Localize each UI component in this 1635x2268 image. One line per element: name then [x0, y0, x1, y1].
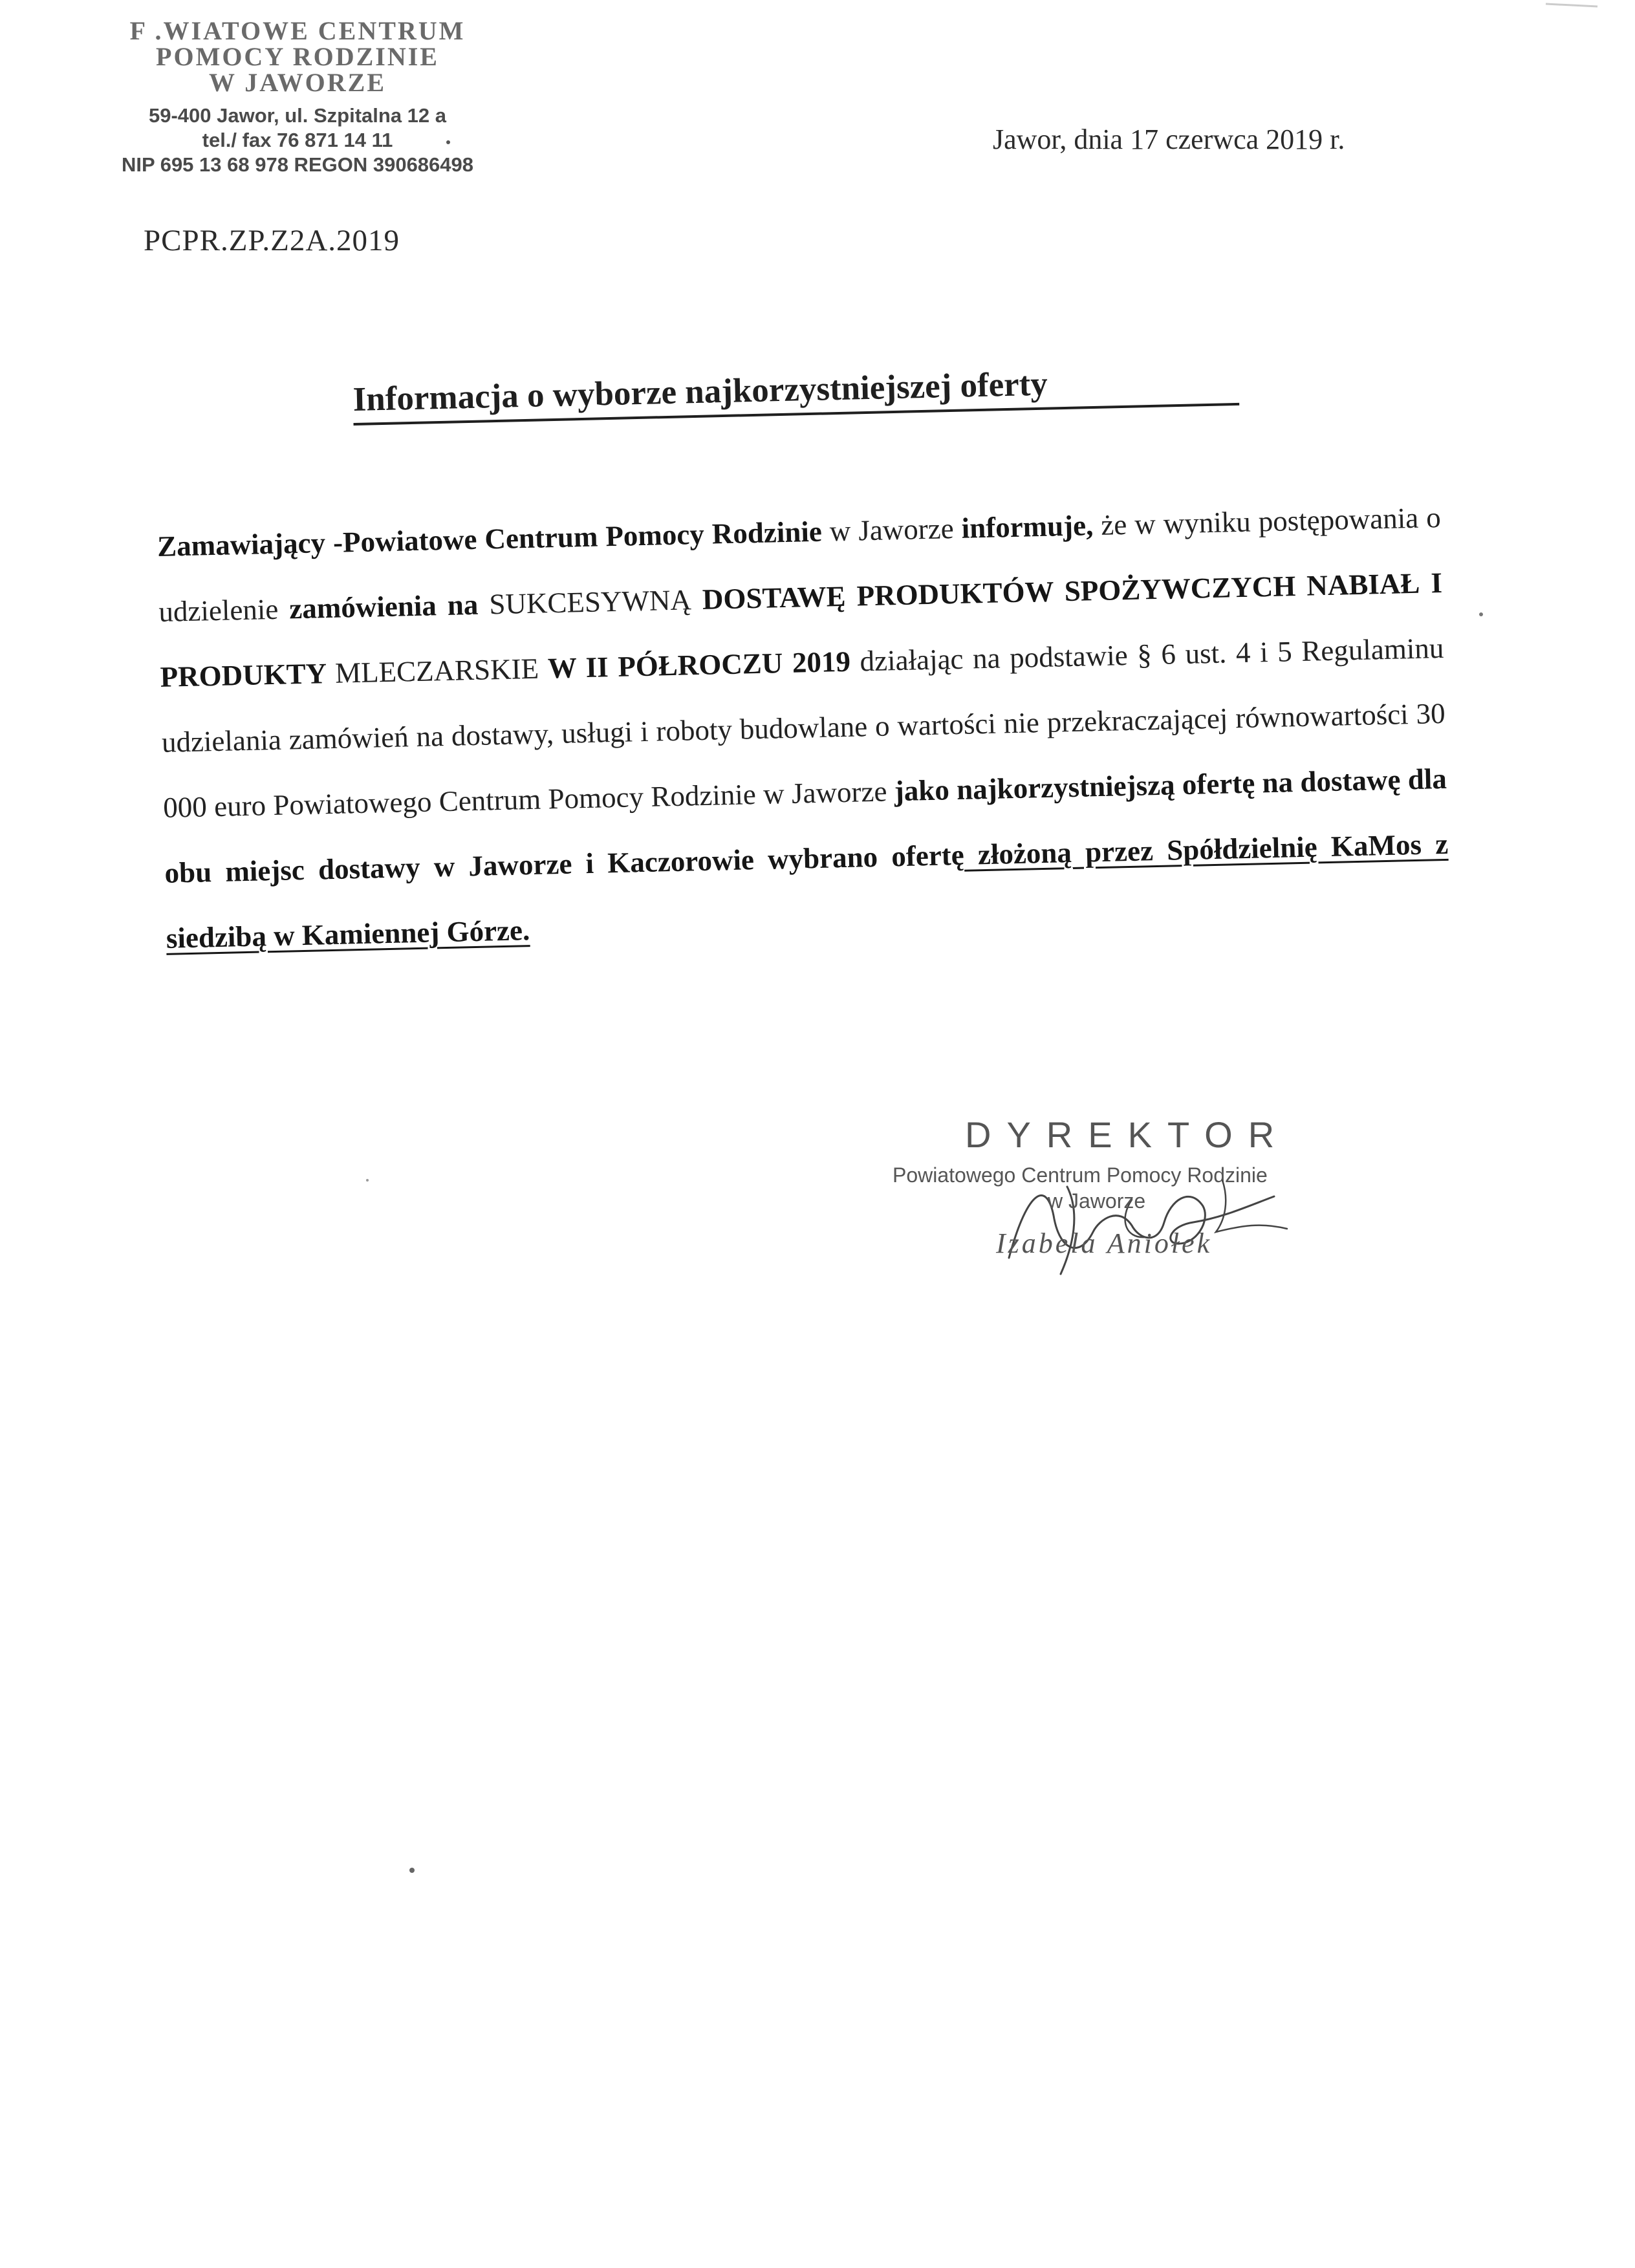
- letterhead-ids: NIP 695 13 68 978 REGON 390686498: [121, 153, 474, 176]
- body-segment-5: zamówienia na: [288, 588, 479, 625]
- document-date: Jawor, dnia 17 czerwca 2019 r.: [993, 124, 1345, 155]
- body-segment-10: działając na podstawie § 6 ust. 4 i 5 Regulaminu udzielania zamówień na dostawy, usługi i roboty budowlane o wartości nie przekraczającej równowartości 30 000 euro Powiatowego Centrum Pomocy Rodzinie w Jaworze: [161, 631, 1446, 824]
- body-segment-7: DOSTAWĘ PRODUKTÓW SPOŻYWCZYCH NABIAŁ I PRODUKTY: [160, 566, 1443, 693]
- signature-name: Izabela Aniołek: [996, 1227, 1213, 1259]
- document-title: Informacja o wyborze najkorzystniejszej oferty: [352, 360, 1239, 426]
- letterhead-org-line-2: POMOCY RODZINIE: [156, 42, 439, 71]
- body-segment-2: w Jaworze: [821, 512, 962, 548]
- body-segment-6: SUKCESYWNĄ: [477, 583, 703, 621]
- body-segment-12: złożoną przez Spółdzielnię KaMos z siedzibą w Kamiennej Górze.: [166, 827, 1449, 955]
- body-segment-8: MLECZARSKIE: [334, 652, 539, 689]
- letterhead-org-line-3: W JAWORZE: [208, 68, 387, 97]
- body-segment-11: jako najkorzystniejszą ofertę na dostawę dla obu miejsc dostawy w Jaworze i Kaczorowie wybrano ofertę: [164, 762, 1447, 889]
- handwritten-signature-icon: [970, 1161, 1306, 1290]
- body-segment-3: informuje,: [961, 509, 1094, 545]
- body-segment-9: W II PÓŁROCZU 2019: [538, 645, 851, 685]
- letterhead-address: 59-400 Jawor, ul. Szpitalna 12 a: [148, 104, 447, 127]
- letterhead-phone: tel./ fax 76 871 14 11: [202, 129, 393, 151]
- reference-number: PCPR.ZP.Z2A.2019: [144, 224, 400, 257]
- letterhead-org-line-1: F .WIATOWE CENTRUM: [129, 16, 466, 45]
- signature-institution: Powiatowego Centrum Pomocy Rodzinie: [893, 1163, 1268, 1187]
- signature-role: DYREKTOR: [965, 1114, 1290, 1155]
- body-segment-4: że w wyniku postępowania o udzielenie: [158, 501, 1442, 628]
- signature-city: w Jaworze: [1048, 1189, 1146, 1213]
- body-segment-1: Zamawiający -Powiatowe Centrum Pomocy Rodzinie: [157, 515, 823, 563]
